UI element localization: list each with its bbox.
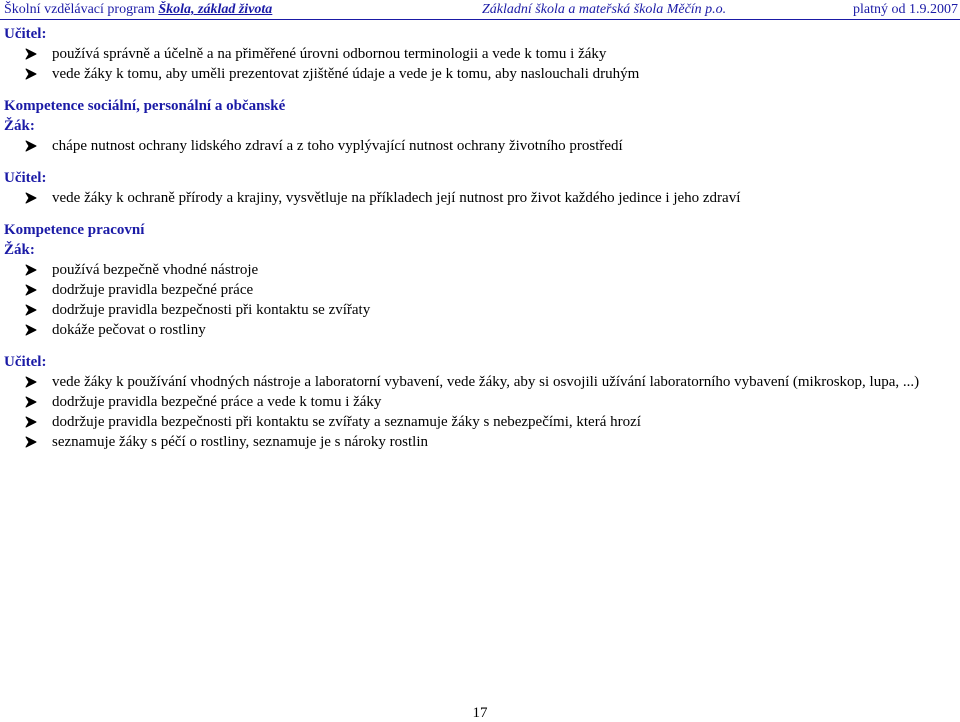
teacher-list-communication bbox=[0, 44, 960, 84]
header-program bbox=[4, 2, 272, 18]
role-student: Žák: bbox=[4, 118, 35, 134]
arrowhead-bullet-icon bbox=[24, 188, 40, 208]
list-item bbox=[0, 136, 960, 156]
list-item bbox=[0, 432, 960, 452]
arrowhead-bullet-icon bbox=[24, 300, 40, 320]
arrowhead-bullet-icon bbox=[24, 44, 40, 64]
arrowhead-bullet-icon bbox=[24, 432, 40, 452]
spacer bbox=[0, 208, 960, 220]
list-item-text: dodržuje pravidla bezpečné práce bbox=[52, 282, 254, 298]
list-item-text: vede žáky k tomu, aby uměli prezentovat zjištěné údaje a vede je k tomu, aby naslouchali druhým bbox=[52, 66, 640, 82]
section-title-work: Kompetence pracovní bbox=[4, 222, 145, 238]
teacher-list-social bbox=[0, 188, 960, 208]
list-item bbox=[0, 300, 960, 320]
role-teacher: Učitel: bbox=[4, 26, 47, 42]
arrowhead-bullet-icon bbox=[24, 260, 40, 280]
list-item-text: dodržuje pravidla bezpečné práce a vede k tomu i žáky bbox=[52, 394, 382, 410]
header-divider bbox=[0, 19, 960, 20]
page-header bbox=[0, 2, 960, 20]
arrowhead-bullet-icon bbox=[24, 64, 40, 84]
arrowhead-bullet-icon bbox=[24, 412, 40, 432]
list-item-text: používá správně a účelně a na přiměřené úrovni odbornou terminologii a vede k tomu i žáky bbox=[52, 46, 607, 62]
arrowhead-bullet-icon bbox=[24, 372, 40, 392]
spacer bbox=[0, 156, 960, 168]
header-program-prefix: Školní vzdělávací program bbox=[4, 2, 159, 17]
arrowhead-bullet-icon bbox=[24, 392, 40, 412]
list-item-text: používá bezpečně vhodné nástroje bbox=[52, 262, 259, 278]
list-item bbox=[0, 44, 960, 64]
list-item bbox=[0, 392, 960, 412]
list-item-text: vede žáky k používání vhodných nástroje a laboratorní vybavení, vede žáky, aby si osvojili užívání laboratorního vybavení (mikroskop, lupa, ...) bbox=[52, 374, 920, 390]
list-item-text: chápe nutnost ochrany lidského zdraví a z toho vyplývající nutnost ochrany životního prostředí bbox=[52, 138, 623, 154]
student-list-social bbox=[0, 136, 960, 156]
teacher-list-work bbox=[0, 372, 960, 452]
list-item bbox=[0, 320, 960, 340]
spacer bbox=[0, 340, 960, 352]
list-item bbox=[0, 260, 960, 280]
spacer bbox=[0, 84, 960, 96]
list-item bbox=[0, 64, 960, 84]
list-item-text: vede žáky k ochraně přírody a krajiny, vysvětluje na příkladech její nutnost pro život každého jedince i jeho zdraví bbox=[52, 190, 741, 206]
header-program-name: Škola, základ života bbox=[158, 2, 273, 17]
page-number: 17 bbox=[472, 705, 488, 721]
header-validity: platný od 1.9.2007 bbox=[853, 2, 958, 17]
role-student: Žák: bbox=[4, 242, 35, 258]
arrowhead-bullet-icon bbox=[24, 280, 40, 300]
header-school: Základní škola a mateřská škola Měčín p.o. bbox=[482, 2, 727, 17]
arrowhead-bullet-icon bbox=[24, 320, 40, 340]
list-item bbox=[0, 412, 960, 432]
role-teacher: Učitel: bbox=[4, 170, 47, 186]
document-body bbox=[0, 24, 960, 452]
list-item-text: seznamuje žáky s péčí o rostliny, seznamuje je s nároky rostlin bbox=[52, 434, 429, 450]
list-item-text: dokáže pečovat o rostliny bbox=[52, 322, 206, 338]
list-item bbox=[0, 372, 960, 392]
list-item-text: dodržuje pravidla bezpečnosti při kontaktu se zvířaty bbox=[52, 302, 371, 318]
student-list-work bbox=[0, 260, 960, 340]
section-title-social: Kompetence sociální, personální a občanské bbox=[4, 98, 286, 114]
list-item bbox=[0, 188, 960, 208]
arrowhead-bullet-icon bbox=[24, 136, 40, 156]
list-item bbox=[0, 280, 960, 300]
role-teacher: Učitel: bbox=[4, 354, 47, 370]
list-item-text: dodržuje pravidla bezpečnosti při kontaktu se zvířaty a seznamuje žáky s nebezpečími, která hrozí bbox=[52, 414, 641, 430]
